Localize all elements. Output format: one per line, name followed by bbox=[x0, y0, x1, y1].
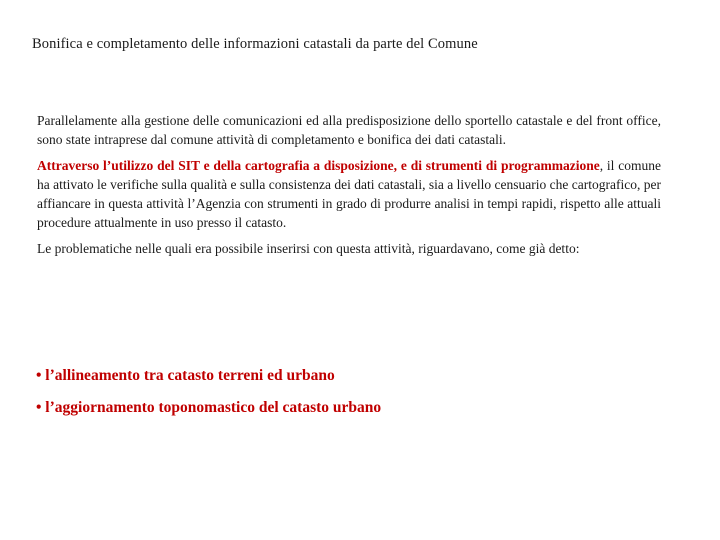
bullet-item-aggiornamento: • l’aggiornamento toponomastico del catasto urbano bbox=[36, 399, 382, 416]
bullet-item-allineamento: • l’allineamento tra catasto terreni ed urbano bbox=[36, 367, 335, 384]
paragraph-sit bbox=[37, 156, 661, 233]
slide-title: Bonifica e completamento delle informazioni catastali da parte del Comune bbox=[32, 36, 478, 52]
body-text bbox=[37, 111, 661, 258]
highlight-text: Attraverso l’utilizzo del SIT e della cartografia a disposizione, e di strumenti di programmazione bbox=[37, 157, 600, 173]
paragraph-intro: Parallelamente alla gestione delle comunicazioni ed alla predisposizione dello sportello catastale e del front office, sono state intraprese dal comune attività di completamento e bonifica dei dati catastali. bbox=[37, 113, 661, 148]
paragraph-sit-rest: , il comune ha attivato le verifiche sulla qualità e sulla consistenza dei dati catastali, sia a livello censuario che cartografico, per affiancare in questa attività l’Agenzia con strumenti in grado di produrre analisi in tempi rapidi, rispetto alle attuali procedure attualmente in uso presso il catasto. bbox=[37, 157, 661, 231]
bullet-list bbox=[36, 366, 676, 418]
paragraph-problems: Le problematiche nelle quali era possibile inserirsi con questa attività, riguardavano, come già detto: bbox=[37, 240, 580, 256]
